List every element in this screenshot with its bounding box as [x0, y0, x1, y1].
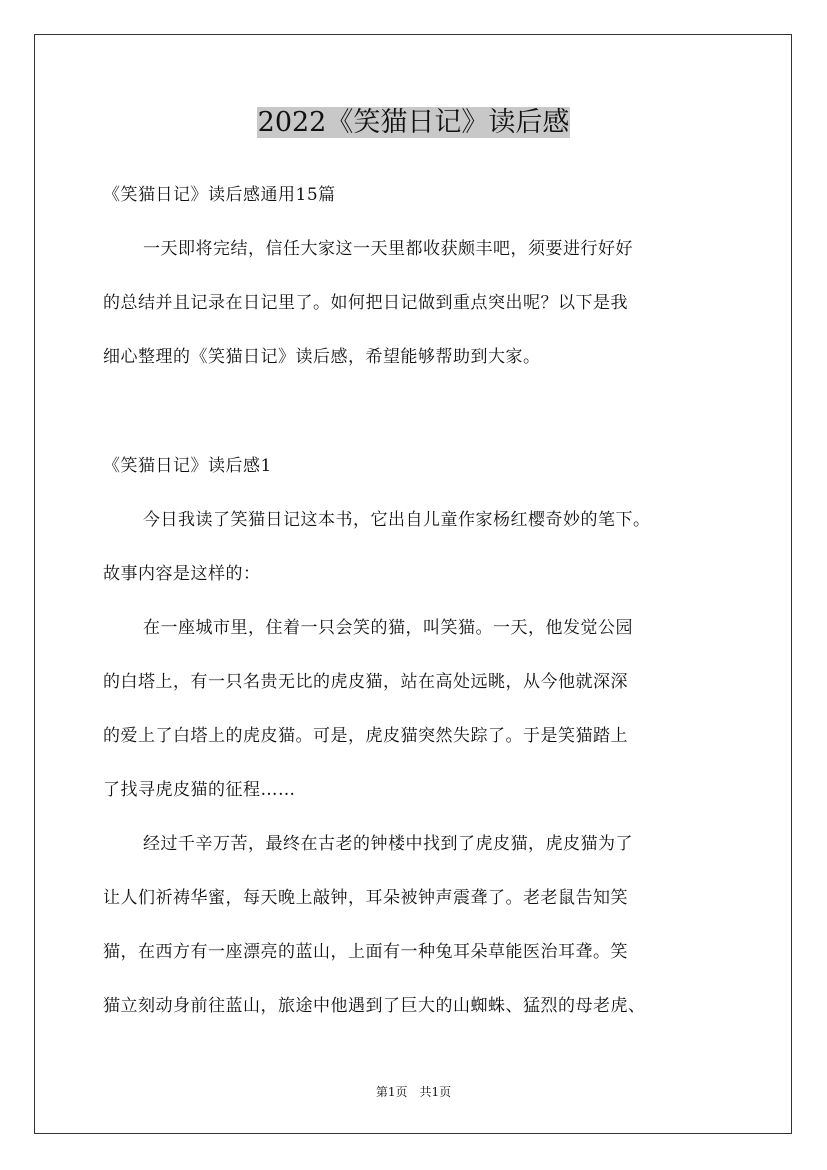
body-line: 在一座城市里，住着一只会笑的猫，叫笑猫。一天，他发觉公园: [143, 618, 633, 638]
intro-line: 的总结并且记录在日记里了。如何把日记做到重点突出呢？以下是我: [103, 293, 628, 313]
body-line: 猫立刻动身前往蓝山，旅途中他遇到了巨大的山蜘蛛、猛烈的母老虎、: [103, 996, 646, 1016]
body-line: 经过千辛万苦，最终在古老的钟楼中找到了虎皮猫，虎皮猫为了: [143, 834, 633, 854]
subtitle: 《笑猫日记》读后感通用15篇: [103, 185, 336, 205]
body-line: 的爱上了白塔上的虎皮猫。可是，虎皮猫突然失踪了。于是笑猫踏上: [103, 726, 628, 746]
body-line: 的白塔上，有一只名贵无比的虎皮猫，站在高处远眺，从今他就深深: [103, 672, 628, 692]
section-heading: 《笑猫日记》读后感1: [103, 456, 272, 476]
body-line: 让人们祈祷华蜜，每天晚上敲钟，耳朵被钟声震聋了。老老鼠告知笑: [103, 888, 628, 908]
body-line: 故事内容是这样的：: [103, 564, 261, 584]
intro-line: 细心整理的《笑猫日记》读后感，希望能够帮助到大家。: [103, 347, 541, 367]
document-title: [0, 104, 827, 142]
body-line: 今日我读了笑猫日记这本书，它出自儿童作家杨红樱奇妙的笔下。: [143, 510, 651, 530]
intro-line: 一天即将完结，信任大家这一天里都收获颇丰吧，须要进行好好: [143, 239, 633, 259]
body-line: 猫，在西方有一座漂亮的蓝山，上面有一种兔耳朵草能医治耳聋。笑: [103, 942, 628, 962]
document-title-text: 2022《笑猫日记》读后感: [257, 107, 570, 138]
page-footer: 第1页 共1页: [375, 1085, 452, 1099]
body-line: 了找寻虎皮猫的征程……: [103, 780, 296, 800]
